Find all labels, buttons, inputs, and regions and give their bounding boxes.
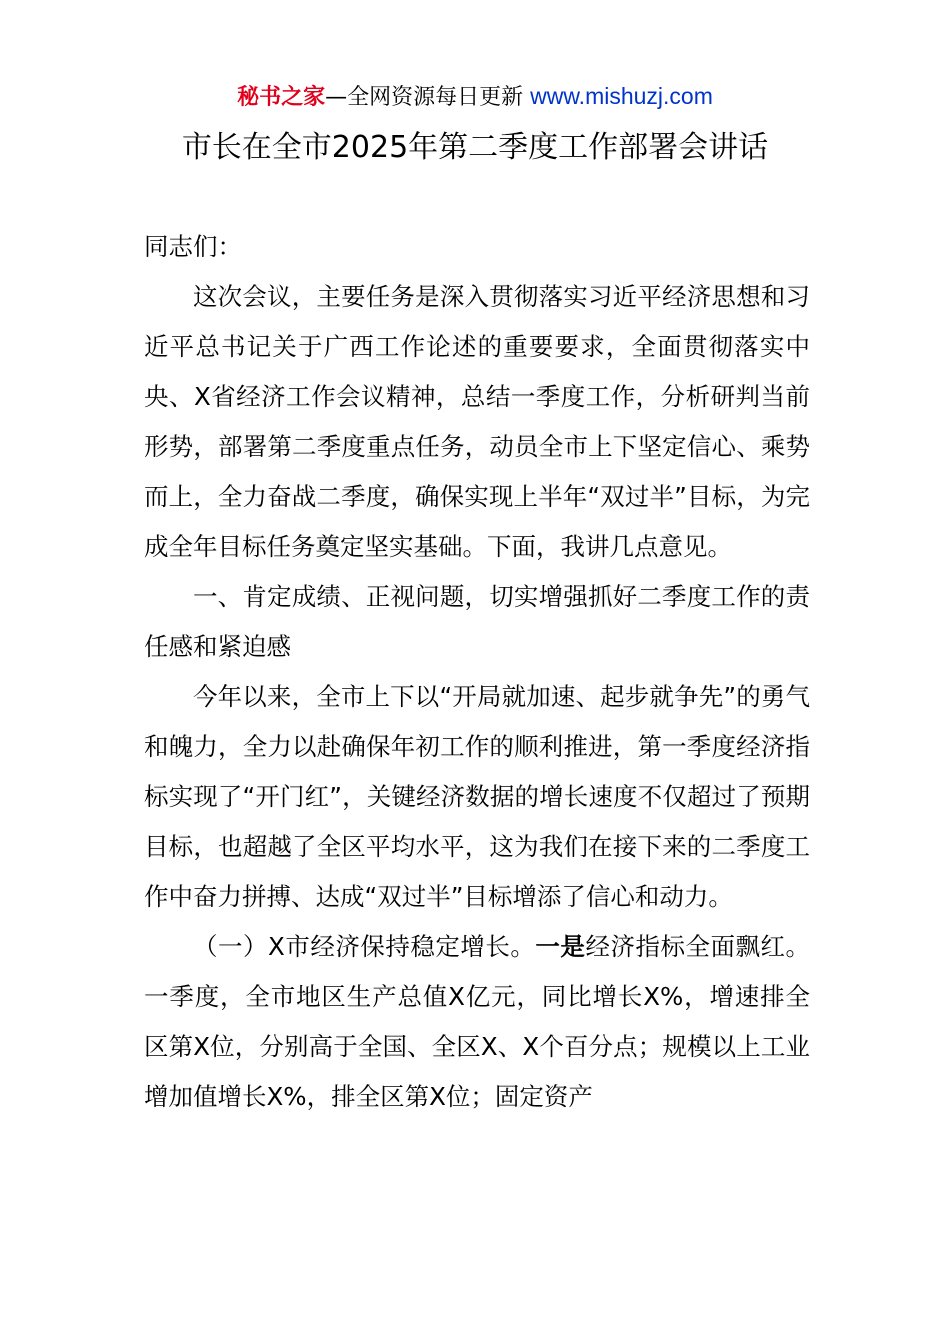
paragraph-intro: 这次会议，主要任务是深入贯彻落实习近平经济思想和习近平总书记关于广西工作论述的重要要求，全面贯彻落实中央、X省经济工作会议精神，总结一季度工作，分析研判当前形势，部署第二季度重点任务，动员全市上下坚定信心、乘势而上，全力奋战二季度，确保实现上半年“双过半”目标，为完成全年目标任务奠定坚实基础。下面，我讲几点意见。 — [144, 282, 810, 561]
document-title: 市长在全市2025年第二季度工作部署会讲话 — [181, 130, 769, 165]
salutation: 同志们： — [144, 232, 242, 261]
paragraph-economy-text: 经济指标全面飘红。一季度，全市地区生产总值X亿元，同比增长X%，增速排全区第X位，分别高于全国、全区X、X个百分点；规模以上工业增加值增长X%，排全区第X位；固定资产 — [144, 932, 811, 1111]
site-url-link[interactable]: www.mishuzj.com — [530, 83, 713, 109]
bold-marker: 一是 — [535, 932, 586, 961]
section-heading-1: 一、肯定成绩、正视问题，切实增强抓好二季度工作的责任感和紧迫感 — [144, 582, 810, 661]
subsection-heading: （一）X市经济保持稳定增长。 — [193, 932, 536, 961]
site-brand: 秘书之家 — [237, 85, 326, 110]
document-body — [144, 222, 810, 1122]
paragraph-economy — [144, 922, 810, 1122]
site-header — [0, 80, 950, 114]
paragraph-achievements: 今年以来，全市上下以“开局就加速、起步就争先”的勇气和魄力，全力以赴确保年初工作的顺利推进，第一季度经济指标实现了“开门红”，关键经济数据的增长速度不仅超过了预期目标，也超越了全区平均水平，这为我们在接下来的二季度工作中奋力拼搏、达成“双过半”目标增添了信心和动力。 — [144, 682, 810, 911]
site-tagline: —全网资源每日更新 — [325, 85, 524, 110]
